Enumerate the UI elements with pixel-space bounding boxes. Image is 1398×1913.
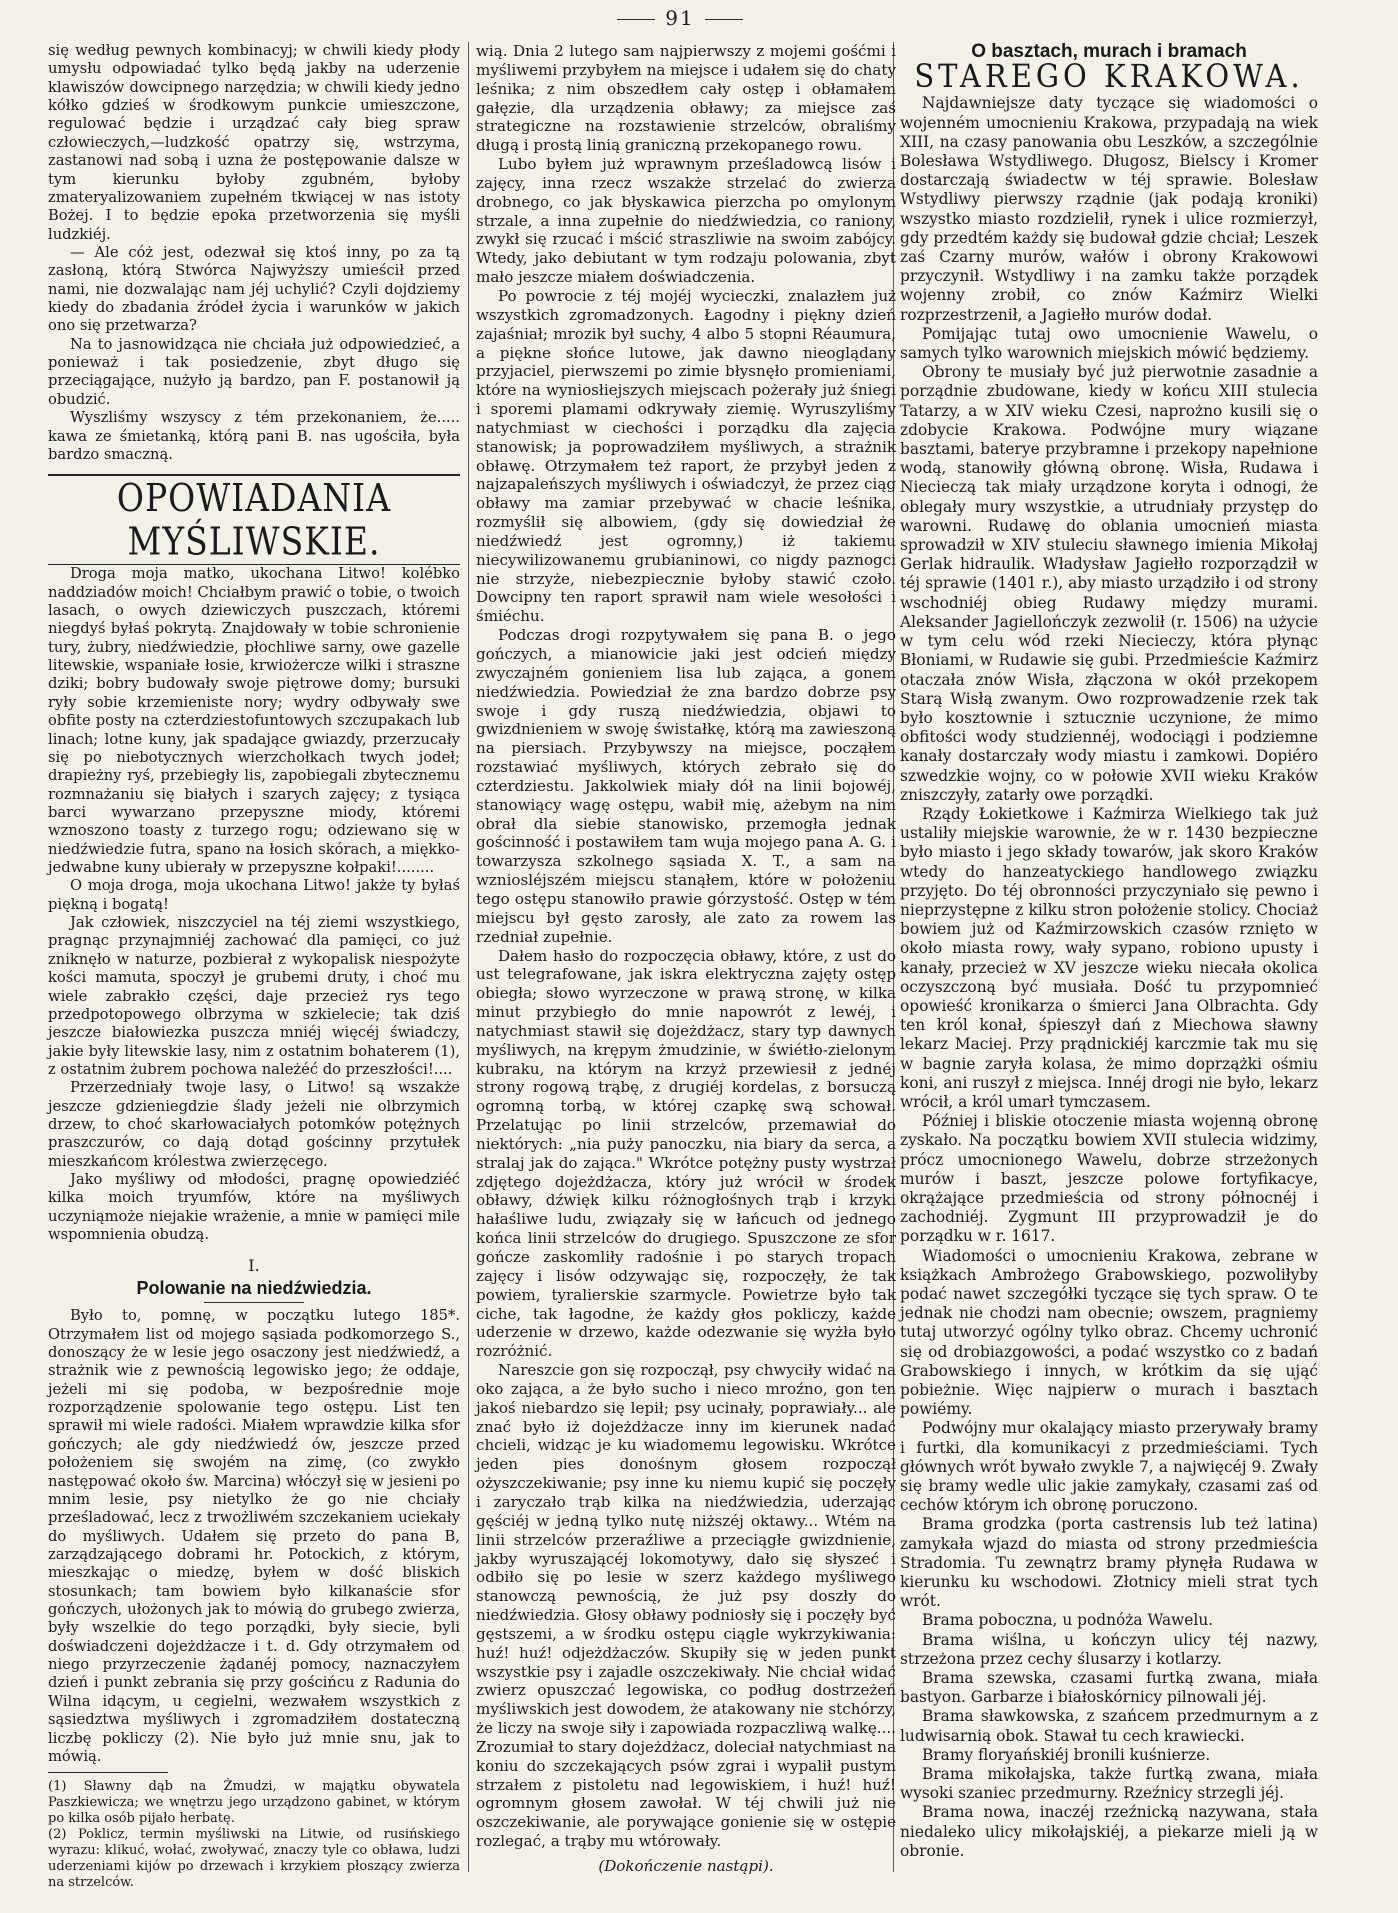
paragraph: Rządy Łokietkowe i Kaźmirza Wielkiego tak już ustaliły miejskie warownie, że w r. 1430 bezpieczne było miasto i jego składy towarów, jak skoro Kraków wtedy do hanzeatyckiego handlowego związku przyjęto. Do téj obronności przyczyniało się pewno i nieprzystępne z kilku stron położenie stolicy. Chociaż bowiem już od Kaźmirzowskich czasów rznięto w około miasta rowy, wały sypano, robiono upusty i kanały, przecież w XV jeszcze wieku niecała okolica oczyszczoną być musiała. Dość tu przypomnieć opowieść kronikarza o śmierci Jana Olbrachta. Gdy ten król konał, śpieszył dań z Miechowa sławny lekarz Maciej. Przy prądnickiéj karczmie tak mu się w bagnie zaryła kolasa, że mimo doprzążki ośmiu koni, ani ruszył z miejsca. Innéj drogi nie było, lekarz wrócił, a król umarł tymczasem.: [900, 804, 1318, 1111]
paragraph: Brama wiślna, u kończyn ulicy téj nazwy, strzeżona przez cechy ślusarzy i kotlarzy.: [900, 1630, 1318, 1668]
paragraph: Brama poboczna, u podnóża Wawelu.: [922, 1611, 1214, 1630]
column-rule: [468, 42, 469, 1872]
section-title: OPOWIADANIA MYŚLIWSKIE.: [116, 475, 392, 564]
paragraph: Bramy floryańskiéj bronili kuśnierze.: [922, 1745, 1211, 1764]
continuation-note: (Dokończenie nastąpi).: [598, 1857, 774, 1875]
paragraph: Nareszcie gon się rozpoczął, psy chwyciły widać na oko zająca, a że było sucho i nieco mroźno, gon ten jakoś niebardzo się lepił; psy ucinały, poprawiały... ale znać było iż dojeżdżacze inny im kierunek nadać chcieli, widząc je ku wiadomemu legowisku. Wkrótce jeden pies donośnym głosem rozpoczął ożyszczekiwanie; psy inne ku niemu kupić się poczęły i zaryczało trąb kilka na niedźwiedzia, uderzając gęściéj w jedną tylko nutę niższéj oktawy... Wtém na linii strzelców przeraźliwe a przeciągłe gwizdnienie, jakby wyruszającéj lokomotywy, dało się słyszeć i odbiło się po lesie w szerz każdego myśliwego stanowczą pewnością, że już psy doszły do niedźwiedzia. Głosy obławy podniosły się i poczęły być gęstszemi, a w środku ostępu ciągle wykrzykiwania: huź! huź! odjeżdżaczów. Skupiły się w jeden punkt wszystkie psy i zajadle oszczekiwały. Nie chciał widać zwierz opuszczać legowiska, co podług dostrzeżeń myśliwskich jest dowodem, że atakowany nie stchórzy, że liczy na swoje siły i zapowiada rozpaczliwą walkę.... Zrozumiał to stary dojeżdżacz, doleciał natychmiast na koniu do szczekających psów zgrai i wypalił pustym strzałem z pistoletu nad legowiskiem, i huź! huź! ogromnym głosem zawołał. W téj chwili już nie oszczekiwanie, ale porywające gonienie się w ostępie rozlegać, a trąby mu wtórowały.: [476, 1361, 896, 1851]
paragraph: Wyszliśmy wszyscy z tém przekonaniem, że..... kawa ze śmietanką, którą pani B. nas ugościła, była bardzo smaczną.: [48, 409, 460, 463]
paragraph: Brama nowa, inaczéj rzeźnicką nazywana, stała niedaleko ulicy mikołajskiéj, a piekarze mieli ją w obronie.: [900, 1803, 1318, 1860]
paragraph: się według pewnych kombinacyj; w chwili kiedy płody umysłu odpowiadać tylko będą jakby na uderzenie klawiszów dowcipnego narzędzia; w chwili kiedy jedno kółko gdzieś w środkowym punkcie umieszczone, regulować będzie i urządzać cały bieg spraw człowieczych,—ludzkość opatrzy się, wstrzyma, zastanowi nad sobą i uzna że postępowanie dalsze w tym kierunku byłoby zgubném, byłoby zmateryalizowaniem zupełném tkwiącej w nas istoty Bożej. I to będzie epoka przetworzenia się myśli ludzkiéj.: [48, 42, 460, 243]
paragraph: Przerzedniały twoje lasy, o Litwo! są wszakże jeszcze gdzieniegdzie ślady jeżeli nie olbrzymich drzew, to choć skarłowaciałych potomków potężnych praszczurów, co dają dotąd gościnny przytułek mieszkańcom królestwa zwierzęcego.: [48, 1079, 460, 1170]
article-title-line2: STAREGO KRAKOWA.: [914, 57, 1304, 95]
paragraph: Po powrocie z téj mojéj wycieczki, znalazłem już wszystkich zgromadzonych. Łagodny i piękny dzień zajaśniał; mrozik był suchy, 4 albo 5 stopni Réaumura, a piękne słońce lutowe, jak dawno nieoglądany przyjaciel, pierwszemi po zimie błysnęło promieniami, które na wyniosłiejszych miejscach pożerały już śniegi i sporemi plamami odkrywały ziemię. Wyruszyliśmy natychmiast w ciechości i porządku dla zajęcia stanowisk; ja poprowadziłem myśliwych, a strażnik obławę. Otrzymałem też raport, że przybył jeden z najzapaleńszych myśliwych i oświadczył, że przez ciąg obławy ma zamiar przebywać w chacie leśnika, rozmyślił się albowiem, (gdy się dowiedział że niedźwiedź jest ogromny,) iż takiemu niecywilizowanemu grubianinowi, co nigdy paznogci nie strzyże, niebezpiecznie byłoby stawić czoło. Dowcipny ten raport sprawił nam wiele wesołości i śmiéchu.: [476, 286, 896, 626]
paragraph: Droga moja matko, ukochana Litwo! kolébko naddziadów moich! Chciałbym prawić o tobie, o twoich lasach, o owych dziewiczych puszczach, któremi niegdyś byłaś pokrytą. Znajdowały w tobie schronienie tury, żubry, niedźwiedzie, płochliwe sarny, owe gazelle litewskie, wspaniałe łosie, krwiożercze wilki i straszne dziki; bobry budowały swoje piętrowe domy; bursuki ryły sobie krzemieniste nory; wydry odbywały swe obfite posty na czterdziestofuntowych szczupakach lub linach; lotne kuny, jak spadające gwiazdy, przerzucały się po niebotycznych wierzchołkach twych jodeł; drapieżny ryś, przebiegły lis, zapobiegali zbytecznemu rozmnażaniu się białych i szarych zajęcy; z tysiąca barci wywarzano przepyszne miody, któremi wznoszono toasty z turzego rogu; odziewano się w niedźwiedzie futra, spano na łosich skórach, a miękko-jedwabne kuny ubierały w przepyszne kołpaki!........: [48, 565, 460, 877]
chapter-title: Polowanie na niedźwiedzia.: [48, 1279, 460, 1303]
paragraph: Pomijając tutaj owo umocnienie Wawelu, o samych tylko warownich miejskich mówić będziemy.: [900, 324, 1318, 363]
paragraph: O moja droga, moja ukochana Litwo! jakże ty byłaś piękną i bogatą!: [48, 877, 460, 913]
footnote-rule: [48, 1772, 168, 1773]
paragraph: Brama szewska, czasami furtką zwana, miała bastyon. Garbarze i białoskórnicy pilnowali jéj.: [900, 1669, 1318, 1707]
paragraph: Brama mikołajska, także furtką zwana, miała wysoki szaniec przedmurny. Rzeźnicy strzegli jéj.: [900, 1765, 1318, 1803]
footnotes: [48, 1779, 460, 1891]
paragraph: Jako myśliwy od młodości, pragnę opowiedziéć kilka moich tryumfów, które na myśliwych uczyniąmoże niejakie wrażenie, a mnie w pamięci mile wspomnienia obudzą.: [48, 1171, 460, 1244]
chapter-number: I.: [248, 1255, 260, 1275]
column-left: [48, 42, 460, 1891]
footnote: (1) Sławny dąb na Żmudzi, w majątku obywatela Paszkiewicza; we wnętrzu jego urządzono gabinet, w którym po kilka osób pijało herbatę.: [48, 1779, 460, 1827]
paragraph: — Ale cóż jest, odezwał się ktoś inny, po za tą zasłoną, którą Stwórca Najwyższy umieścił przed nami, nie dozwalając nam jéj uchylić? Czyli dojdziemy kiedy do zbadania źródeł życia i warunków w jakich ono się przetwarza?: [48, 243, 460, 335]
paragraph: Dałem hasło do rozpoczęcia obławy, które, z ust do ust telegrafowane, jak iskra elektryczna zajęty ostęp obiegła; słowo wyrzeczone w prawą stronę, w kilka minut przybiegło do mnie napowrót z lewéj, i natychmiast stawił się dojeżdżacz, stary typ dawnych myśliwych, na krępym żmudzinie, w świétło-zielonym kubraku, na którym na krzyż przewiesił z jednéj strony rogową trąbę, z drugiéj kordelas, z borsuczą ogromną torbą, w której czapkę swą schował. Przelatując po linii strzelców, przemawiał do niektórych: „nia pużу panoczku, nia biary da serca, a stralaj jak do zająca." Wkrótce potężny pusty wystrzał zdjętego dojeżdżacza, który już wrócił w środek obławy, dźwięk kilku różnogłośnych trąb i krzyki hałaśliwe ludu, związały się w łańcuch od jednego końca linii strzelców do drugiego. Spuszczone ze sfor gończe zaskomliły radośnie i po starych tropach zajęcy i lisów odzywając się, rozpoczęły, że tak powiem, tyralierskie szarmycle. Powietrze było tak ciche, tak łagodne, że każdy głos pokliczy, każde uderzenie w drzewo, każde odezwanie się wyżła było rozróżnić.: [476, 946, 896, 1361]
paragraph: Lubo byłem już wprawnym prześladowcą lisów i zajęcy, inna rzecz wszakże strzelać do zwierza drobnego, co jak błyskawica pierzcha po omylonym strzale, a inna zupełnie do niedźwiedzia, co raniony, zwykł się rzucać i mścić straszliwie na swoim zabójcy. Wtedy, jako debiutant w tym rodzaju polowania, zbyt mało jeszcze miałem doświadczenia.: [476, 155, 896, 287]
column-middle: [476, 42, 896, 1876]
footnote: (2) Poklicz, termin myśliwski na Litwie, od rusińskiego wyrazu: klikuć, wołać, zwoływać, znaczy tyle co obława, ludzi uderzeniami kijów po drzewach i krzykiem płoszący zwierza na strzelców.: [48, 1827, 460, 1891]
paragraph: Obrony te musiały być już pierwotnie zasadnie a porządnie zbudowane, kiedy w końcu XIII stulecia Tatarzy, a w XIV wieku Czesi, naprożno kusili się o zdobycie Krakowa. Podwójne mury wiązane basztami, baterye przybramne i przekopy napełnione wodą, stanowiły główną obronę. Wisła, Rudawa i Niecieczą tak miały urządzone koryta i odnogi, że oblegały mury wszystkie, a utrudniały przystęp do warowni. Rudawę do oblania umocnień miasta sprowadził w XIV stuleciu sławnego imienia Mikołaj Gerlak hidraulik. Władysław Jagiełło rozporządził w téj sprawie (1401 r.), aby miasto urządziło i od strony wschodniéj obieg Rudawy między murami. Aleksander Jagiellończyk zezwolił (r. 1506) na użycie w tym celu wód rzeki Niecieczy, która płynąc Błoniami, w Rudawie się gubi. Przedmieście Kaźmirz otaczała znów Wisła, złączona w okół przekopem Starą Wisłą zwanym. Owo rozprowadzenie rzek tak było kosztownie i sztucznie uczynione, że mimo obfitości wody studziennéj, wodociągi i podziemne kanały dostarczały wody miastu i zamkowi. Dopiéro szwedzkie wojny, co w połowie XVII wieku Kraków zniszczyły, zatarły owe porządki.: [900, 363, 1318, 804]
paragraph: Jak człowiek, niszczyciel na téj ziemi wszystkiego, pragnąc przynajmniéj zachować dla pamięci, co już zniknęło w naturze, pozbierał z wykopalisk niespożyte kości mamuta, spoczył je grubemi druty, i choć mu wiele zabrakło części, daje przecież rys tego przedpotopowego olbrzyma w szkielecie; tak dziś jeszcze białowiezka puszcza mniéj więcéj świadczy, jakie były litewskie lasy, nim z ostatnim bohaterem (1), z ostatnim żubrem pochowa należéć do przeszłości!....: [48, 914, 460, 1078]
paragraph: Brama sławkowska, z szańcem przedmurnym a z ludwisarnią obok. Stawał tu cech krawiecki.: [900, 1707, 1318, 1745]
paragraph: Później i bliskie otoczenie miasta wojenną obronę zyskało. Na początku bowiem XVII stulecia widzimy, prócz umocnionego Wawelu, dobrze strzeżonych murów i baszt, jeszcze polowe fortyfikacye, okrążające przedmieścia od strony północnéj i zachodniéj. Zygmunt III przyprowadził je do porządku w r. 1617.: [900, 1112, 1318, 1246]
article-title-line1: O basztach, murach i bramach: [971, 41, 1247, 62]
paragraph: Wiadomości o umocnieniu Krakowa, zebrane w książkach Ambrożego Grabowskiego, pozwoliłyby podać nawet szczegółki tyczące się tych spraw. O te jednak nie chodzi nam obecnie; owszem, pragniemy tutaj utworzyć ogólny tylko obraz. Chcemy uchronić się od drobiazgowości, a podać wszystko co z badań Grabowskiego i innych, w krótkim da się ująć pobieżnie. Więc najpierw o murach i basztach powiémy.: [900, 1246, 1318, 1419]
column-right: [900, 42, 1318, 1861]
paragraph: Najdawniejsze daty tyczące się wiadomości o wojenném umocnieniu Krakowa, przypadają na wiek XIII, na czasy panowania obu Leszków, a szczególnie Bolesława Wstydliwego. Długosz, Bielscy i Kromer dostarczają świadectw w téj sprawie. Bolesław Wstydliwy pierwszy rządnie (jak podają kroniki) wszystko miasto rozdzielił, rynek i ulice rozmierzył, gdy przedtém każdy się budował gdzie chciał; Leszek zaś Czarny murów, wałów i obrony Krakowowi przyczynił. Wstydliwy i na zamku także porządek wojenny zrobił, co znów Kaźmirz Wielki rozprzestrzenił, a Jagiełło murów dodał.: [900, 94, 1318, 324]
paragraph: wią. Dnia 2 lutego sam najpierwszy z mojemi gośćmi i myśliwemi przybyłem na miejsce i udałem się do chaty leśnika; z nim obszedłem cały ostęp i obłamałem gałęzie, dla urządzenia obławy; za miejsce zaś strategiczne na rozstawienie strzelców, obraliśmy długą i prostą linią graniczną przekopanego rowu.: [476, 42, 896, 155]
paragraph: Na to jasnowidząca nie chciała już odpowiedzieć, a ponieważ i tak posiedzenie, zbyt długo się przeciągające, nużyło ją bardzo, pan F. postanowił ją obudzić.: [48, 335, 460, 408]
paragraph: Podwójny mur okalający miasto przerywały bramy i furtki, dla komunikacyi z przedmieściami. Tych głównych wrót bywało zwykle 7, a najwięcéj 9. Zwały się bramy wedle ulic jakie zamykały, czasami zaś od cechów którym ich obronę poruczono.: [900, 1419, 1318, 1515]
paragraph: Brama grodzka (porta castrensis lub też latina) zamykała wjazd do miasta od strony przedmieścia Stradomia. Tu zewnątrz bramy płynęła Rudawa w kierunku ku wschodowi. Złotnicy mieli strat tych wrót.: [900, 1515, 1318, 1611]
paragraph: Podczas drogi rozpytywałem się pana B. o jego gończych, a mianowicie jaki jest odcień między zwyczajném gonieniem lisa lub zająca, a gonem niedźwiedzia. Powiedział że zna bardzo dobrze psy swoje i gdy ruszą niedźwiedzia, objawi to gwizdnieniem w swoję świstałkę, którą ma zawieszoną na piersiach. Przybywszy na miejsce, począłem rozstawiać myśliwych, których zebrało się do czterdziestu. Jakkolwiek miały dół na linii bojowéj, stanowiący wagę ostępu, wabił mię, ażebym na nim obrał dla siebie stanowisko, przemogła jednak gościnność i postawiłem tam wuja mojego pana A. G. i towarzysza szkolnego sąsiada X. T., a sam na wzniosléjszém miejscu stanąłem, które w położeniu tego ostępu stanowiło prawie górzystość. Ostęp w tém miejscu był gęsto zarosły, ale zato za rowem las rzedniał zupełnie.: [476, 626, 896, 946]
page-number: 91: [600, 6, 760, 30]
paragraph: Było to, pomnę, w początku lutego 185*. Otrzymałem list od mojego sąsiada podkomorzego S., donoszący że w lesie jego osaczony jest niedźwiedź, a strażnik wie z pewnością legowisko jego; że oddaje, jeżeli mi się podoba, w bezpośrednie moje rozporządzenie spolowanie tego ostępu. List ten sprawił mi wiele radości. Miałem wprawdzie kilka sfor gończych; ale gdy niedźwiedź ów, jeszcze przed położeniem się swojém na zimę, (co zwykło następować około św. Marcina) włóczył się w jesieni po mnim lesie, psy nietylko że go nie chciały prześladować, lecz z trwożliwém szczekaniem uciekały do myśliwych. Udałem się przeto do pana B, zarządzającego dobrami hr. Potockich, z którym, mieszkając o miedzę, byłem w dość bliskich stosunkach; tam bowiem było kilkanaście sfor gończych, ułożonych jak to mówią do grubego zwierza, były wszelkie do tego porządki, były siecie, byli doświadczeni dojeżdżacze i t. d. Gdy otrzymałem od niego przyrzeczenie żądanéj pomocy, naznaczyłem dzień i punkt zebrania się przy gościńcu z Radunia do Wilna idącym, u cegielni, wezwałem wszystkich z sąsiedztwa myśliwych i zgromadziłem dostateczną liczbę pokliczy (2). Nie było już mnie snu, jak to mówią.: [48, 1307, 460, 1765]
